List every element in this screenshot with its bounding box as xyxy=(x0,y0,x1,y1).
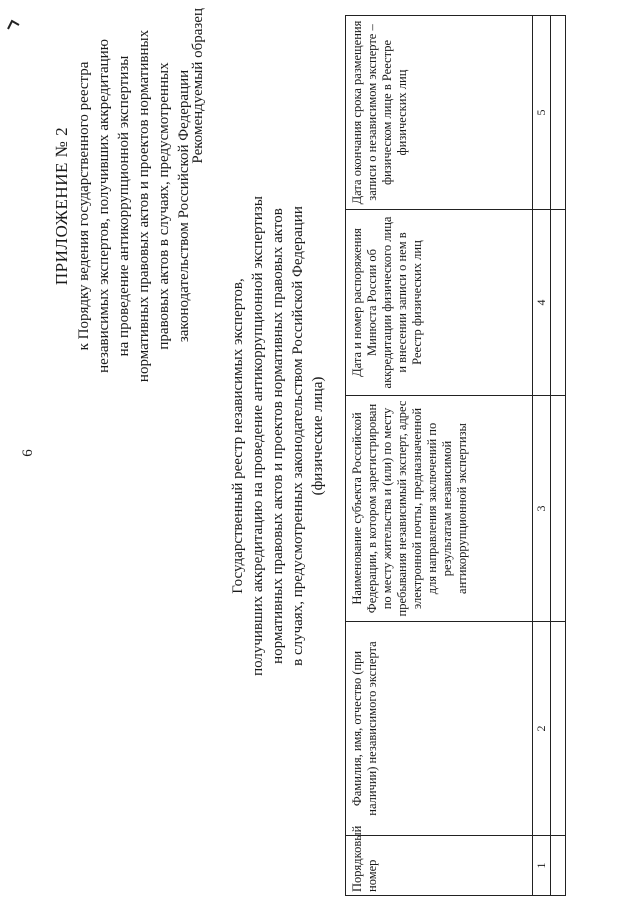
column-number-cell: 2 xyxy=(533,622,551,836)
registry-title-line: в случаях, предусмотренных законодательством Российской Федерации xyxy=(290,206,306,666)
table-cell-empty xyxy=(551,16,566,210)
registry-table xyxy=(345,15,566,896)
appendix-title: ПРИЛОЖЕНИЕ № 2 xyxy=(52,126,71,286)
header-cell-region-email: Наименование субъекта Российской Федерации, в котором зарегистрирован по месту жительства и (или) по месту пребывания независимый эксперт, адрес электронной почты, предназначенной для направления заключений по результатам независимой антикоррупционной экспертизы xyxy=(346,396,533,622)
appendix-line: независимых экспертов, получивших аккредитацию xyxy=(96,39,112,373)
table-row-empty xyxy=(551,16,566,896)
table-cell-empty xyxy=(551,836,566,896)
appendix-line: на проведение антикоррупционной экспертизы xyxy=(116,55,132,357)
header-cell-expiry-date: Дата окончания срока размещения записи о независимом эксперте – физическом лице в Реестре физических лиц xyxy=(346,16,533,210)
column-number-row xyxy=(533,16,551,896)
page-number: 6 xyxy=(20,449,36,457)
header-cell-name: Фамилия, имя, отчество (при наличии) независимого эксперта xyxy=(346,622,533,836)
appendix-line: правовых актов в случаях, предусмотренных xyxy=(156,62,172,350)
appendix-line: к Порядку ведения государственного реестра xyxy=(76,61,92,351)
appendix-header xyxy=(52,6,194,406)
appendix-line: нормативных правовых актов и проектов нормативных xyxy=(136,29,152,383)
column-number-cell: 3 xyxy=(533,396,551,622)
header-cell-order-date: Дата и номер распоряжения Минюста России об аккредитации физического лица и внесении записи о нем в Реестр физических лиц xyxy=(346,210,533,396)
header-cell-number: Порядковый номер xyxy=(346,836,533,896)
registry-title-line: получивших аккредитацию на проведение антикоррупционной экспертизы xyxy=(250,196,266,676)
table-cell-empty xyxy=(551,396,566,622)
registry-title xyxy=(228,176,328,696)
handwritten-mark xyxy=(6,18,20,30)
appendix-line: законодательством Российской Федерации xyxy=(176,69,192,343)
registry-title-line: нормативных правовых актов и проектов нормативных правовых актов xyxy=(270,208,286,664)
table-cell-empty xyxy=(551,210,566,396)
registry-title-line: (физические лица) xyxy=(310,376,326,496)
table-header-row xyxy=(346,16,533,896)
table-cell-empty xyxy=(551,622,566,836)
registry-title-line: Государственный реестр независимых экспертов, xyxy=(230,278,246,594)
column-number-cell: 1 xyxy=(533,836,551,896)
column-number-cell: 5 xyxy=(533,16,551,210)
sample-label: Рекомендуемый образец xyxy=(190,8,206,164)
column-number-cell: 4 xyxy=(533,210,551,396)
